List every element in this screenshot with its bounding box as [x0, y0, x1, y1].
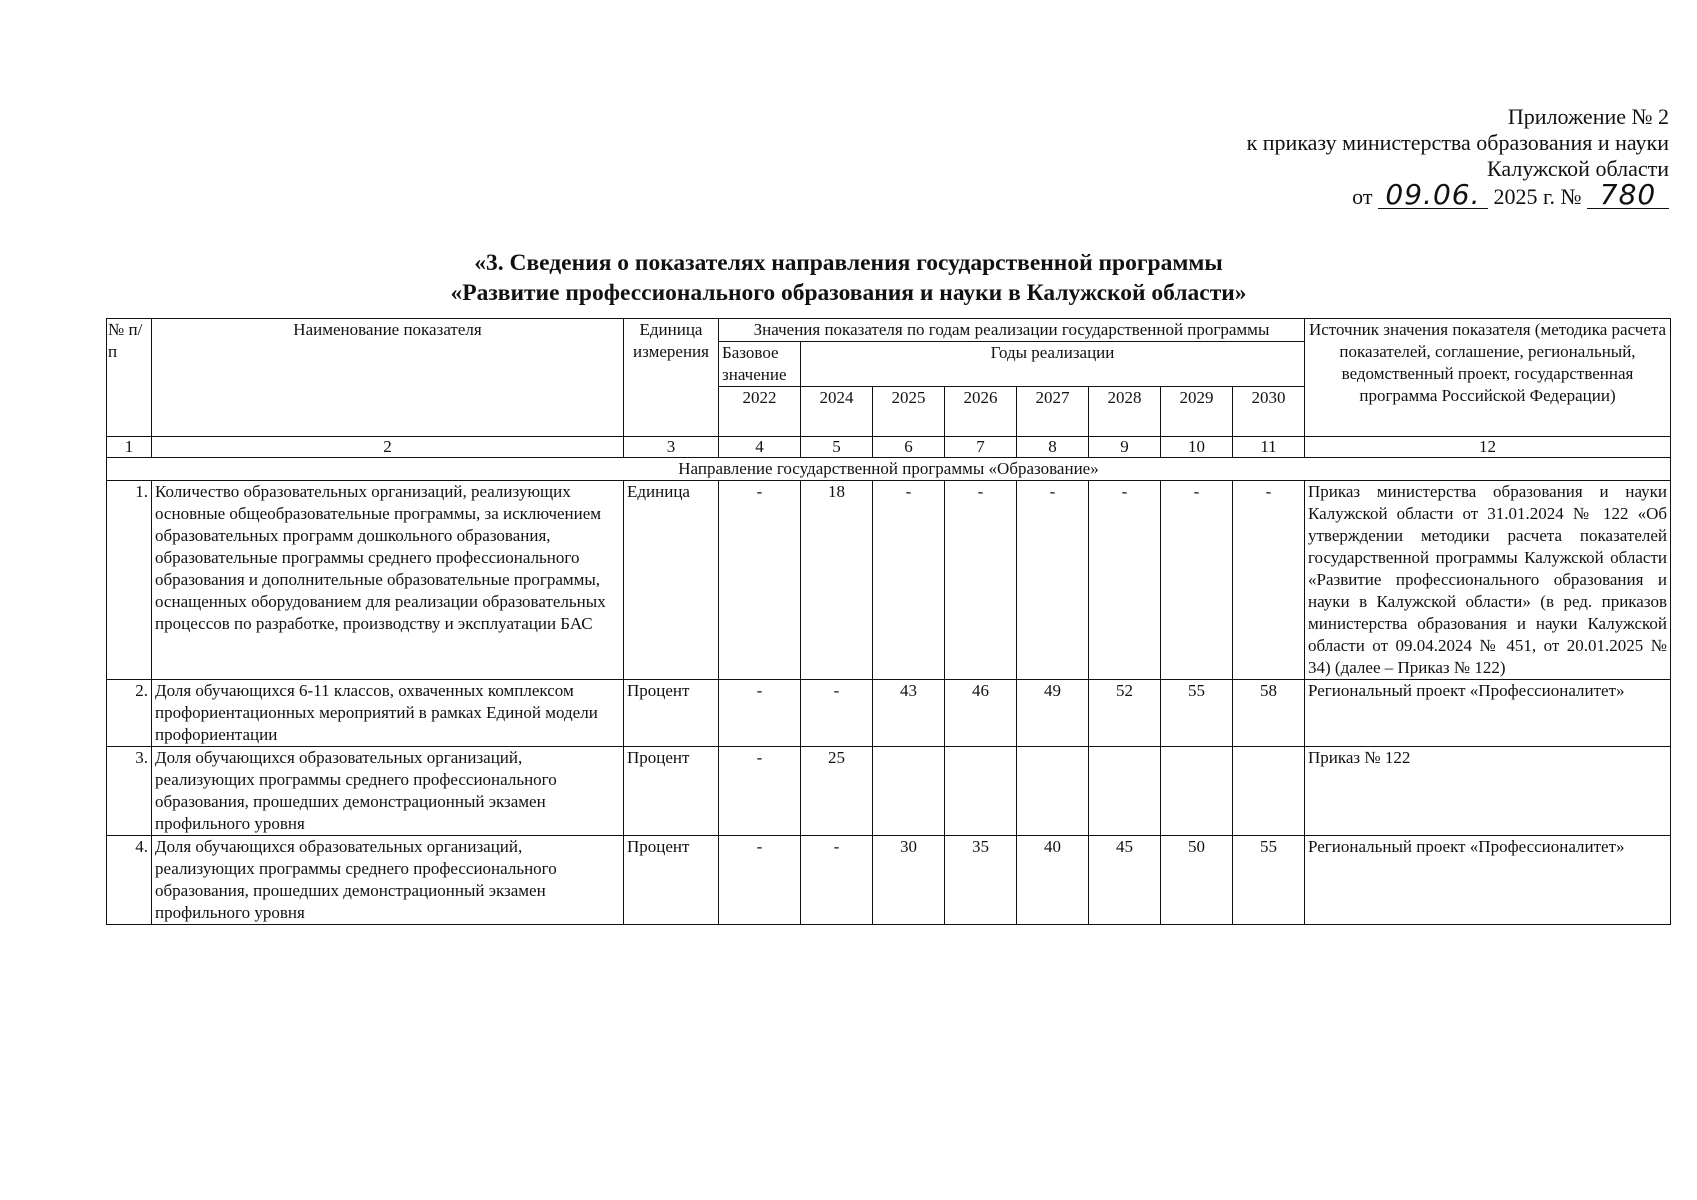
indicator-name: Доля обучающихся 6-11 классов, охваченных комплексом профориентационных мероприятий в рамках Единой модели профориентации: [152, 680, 624, 747]
value-2027: 49: [1017, 680, 1089, 747]
header-values-group: Значения показателя по годам реализации государственной программы: [719, 319, 1305, 342]
column-number: 4: [719, 437, 801, 458]
value-2024: -: [801, 836, 873, 925]
indicator-name: Доля обучающихся образовательных организаций, реализующих программы среднего профессионального образования, прошедших демонстрационный экзамен профильного уровня: [152, 836, 624, 925]
column-number: 1: [107, 437, 152, 458]
title-line-2: «Развитие профессионального образования и науки в Калужской области»: [450, 280, 1247, 306]
value-2027: 40: [1017, 836, 1089, 925]
section-title: Направление государственной программы «Образование»: [107, 458, 1671, 481]
column-number: 8: [1017, 437, 1089, 458]
header-year: 2024: [801, 387, 873, 437]
value-2028: [1089, 747, 1161, 836]
value-2029: -: [1161, 481, 1233, 680]
indicator-source: Региональный проект «Профессионалитет»: [1305, 836, 1671, 925]
table-row: [107, 680, 1671, 747]
indicator-name: Доля обучающихся образовательных организаций, реализующих программы среднего профессионального образования, прошедших демонстрационный экзамен профильного уровня: [152, 747, 624, 836]
section-row: [107, 458, 1671, 481]
handwritten-date: 09.06.: [1378, 182, 1488, 209]
order-date-line: [1247, 178, 1669, 211]
value-2024: -: [801, 680, 873, 747]
header-base-year: 2022: [719, 387, 801, 437]
row-number: 2.: [107, 680, 152, 747]
value-2026: [945, 747, 1017, 836]
indicator-unit: Процент: [624, 836, 719, 925]
header-unit: Единица измерения: [624, 319, 719, 437]
header-year: 2029: [1161, 387, 1233, 437]
indicator-source: Региональный проект «Профессионалитет»: [1305, 680, 1671, 747]
value-2024: 25: [801, 747, 873, 836]
header-num: № п/п: [107, 319, 152, 437]
table-row: [107, 747, 1671, 836]
header-source: Источник значения показателя (методика расчета показателей, соглашение, региональный, ведомственный проект, государственная программа Российской Федерации): [1305, 319, 1671, 437]
order-year: 2025 г. №: [1493, 184, 1582, 209]
base-value: -: [719, 481, 801, 680]
indicators-table: [106, 318, 1671, 925]
handwritten-order-number: 780: [1587, 182, 1669, 209]
indicator-unit: Процент: [624, 680, 719, 747]
column-number: 11: [1233, 437, 1305, 458]
value-2025: -: [873, 481, 945, 680]
indicator-source: Приказ № 122: [1305, 747, 1671, 836]
header-year: 2028: [1089, 387, 1161, 437]
header-name: Наименование показателя: [152, 319, 624, 437]
column-number: 9: [1089, 437, 1161, 458]
column-number: 7: [945, 437, 1017, 458]
appendix-region: Калужской области: [1487, 156, 1669, 181]
value-2028: 52: [1089, 680, 1161, 747]
indicator-unit: Процент: [624, 747, 719, 836]
value-2025: [873, 747, 945, 836]
column-number: 2: [152, 437, 624, 458]
row-number: 4.: [107, 836, 152, 925]
header-year: 2025: [873, 387, 945, 437]
row-number: 1.: [107, 481, 152, 680]
value-2026: -: [945, 481, 1017, 680]
table-row: [107, 481, 1671, 680]
base-value: -: [719, 680, 801, 747]
title-line-1: «3. Сведения о показателях направления государственной программы: [474, 250, 1223, 276]
base-value: -: [719, 747, 801, 836]
appendix-order-ref: к приказу министерства образования и науки: [1246, 130, 1669, 155]
value-2025: 43: [873, 680, 945, 747]
value-2027: [1017, 747, 1089, 836]
column-number: 5: [801, 437, 873, 458]
value-2027: -: [1017, 481, 1089, 680]
base-value: -: [719, 836, 801, 925]
value-2029: 55: [1161, 680, 1233, 747]
header-years-group: Годы реализации: [801, 342, 1305, 387]
order-prefix: от: [1352, 184, 1373, 209]
indicator-unit: Единица: [624, 481, 719, 680]
value-2026: 35: [945, 836, 1017, 925]
value-2030: -: [1233, 481, 1305, 680]
column-number: 12: [1305, 437, 1671, 458]
document-title: [0, 248, 1697, 308]
column-number: 6: [873, 437, 945, 458]
row-number: 3.: [107, 747, 152, 836]
value-2028: 45: [1089, 836, 1161, 925]
value-2030: 58: [1233, 680, 1305, 747]
value-2025: 30: [873, 836, 945, 925]
indicator-source: Приказ министерства образования и науки Калужской области от 31.01.2024 № 122 «Об утверждении методики расчета показателей государственной программы Калужской области «Развитие профессионального образования и науки в Калужской области» (в ред. приказов министерства образования и науки Калужской области от 09.04.2024 № 451, от 20.01.2025 № 34) (далее – Приказ № 122): [1305, 481, 1671, 680]
appendix-title: Приложение № 2: [1507, 104, 1669, 129]
appendix-header: [1247, 104, 1669, 210]
column-number: 10: [1161, 437, 1233, 458]
table-row: [107, 836, 1671, 925]
value-2026: 46: [945, 680, 1017, 747]
value-2030: [1233, 747, 1305, 836]
value-2024: 18: [801, 481, 873, 680]
header-base: Базовое значение: [719, 342, 801, 387]
value-2028: -: [1089, 481, 1161, 680]
column-number: 3: [624, 437, 719, 458]
column-numbers-row: [107, 437, 1671, 458]
header-year: 2030: [1233, 387, 1305, 437]
value-2029: 50: [1161, 836, 1233, 925]
indicator-name: Количество образовательных организаций, реализующих основные общеобразовательные программы, за исключением образовательных программ дошкольного образования, образовательные программы среднего профессионального образования и дополнительные образовательные программы, оснащенных оборудованием для реализации образовательных процессов по разработке, производству и эксплуатации БАС: [152, 481, 624, 680]
header-year: 2027: [1017, 387, 1089, 437]
value-2029: [1161, 747, 1233, 836]
value-2030: 55: [1233, 836, 1305, 925]
header-year: 2026: [945, 387, 1017, 437]
